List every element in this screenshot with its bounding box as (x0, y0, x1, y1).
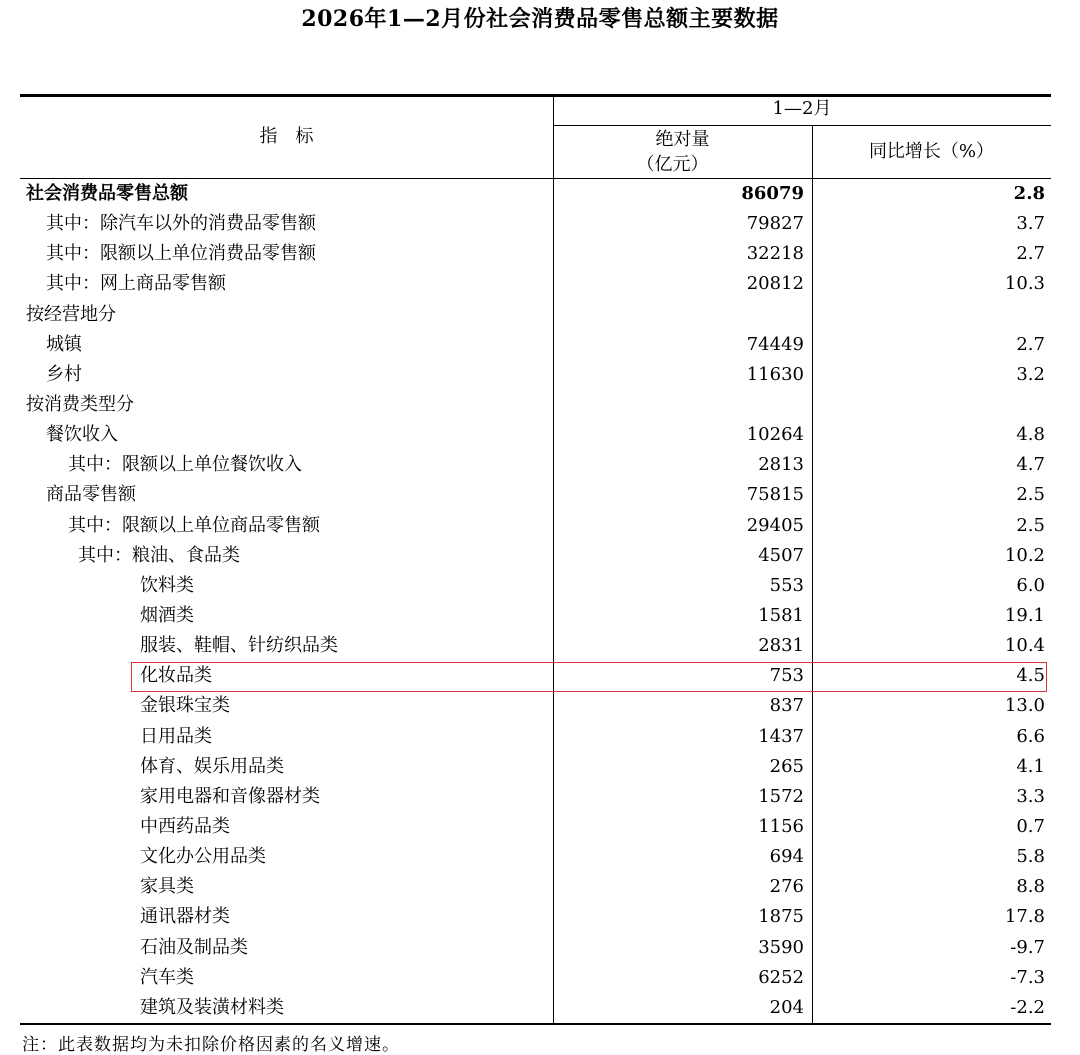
row-growth-value: 8.8 (1016, 876, 1045, 898)
table-row (20, 963, 1051, 993)
table-row (20, 330, 1051, 360)
table-row (20, 933, 1051, 963)
row-absolute-value: 10264 (746, 424, 804, 446)
row-growth-value: 2.5 (1016, 514, 1045, 536)
header-indicator: 指 标 (259, 126, 314, 147)
row-label: 文化办公用品类 (140, 846, 266, 868)
table-row (20, 450, 1051, 480)
row-absolute-value: 694 (769, 846, 804, 868)
row-absolute-value: 11630 (746, 363, 804, 385)
row-label: 烟酒类 (140, 604, 194, 626)
table-row (20, 390, 1051, 420)
table-row (20, 571, 1051, 601)
table-row (20, 360, 1051, 390)
page-title: 2026年1—2月份社会消费品零售总额主要数据 (301, 6, 779, 32)
row-growth-value: 10.2 (1004, 544, 1045, 566)
row-absolute-value: 6252 (758, 966, 804, 988)
header-period-rule (553, 125, 1051, 126)
row-growth-value: 17.8 (1004, 906, 1045, 928)
row-absolute-value: 86079 (741, 183, 804, 204)
table-row (20, 269, 1051, 299)
table-row (20, 511, 1051, 541)
row-absolute-value: 1572 (758, 785, 804, 807)
row-label: 其中：除汽车以外的消费品零售额 (46, 213, 316, 235)
table-row (20, 420, 1051, 450)
row-growth-value: 6.0 (1016, 574, 1045, 596)
row-growth-value: 4.1 (1016, 755, 1045, 777)
row-absolute-value: 75815 (746, 484, 804, 506)
row-absolute-value: 1437 (758, 725, 804, 747)
table-row (20, 752, 1051, 782)
row-growth-value: 10.3 (1004, 273, 1045, 295)
row-label: 体育、娱乐用品类 (140, 755, 284, 777)
row-label: 乡村 (46, 363, 82, 385)
row-growth-value: 2.5 (1016, 484, 1045, 506)
header-growth: 同比增长（%） (868, 141, 995, 162)
row-growth-value: 4.7 (1016, 454, 1045, 476)
row-absolute-value: 1156 (758, 815, 804, 837)
row-absolute-value: 4507 (758, 544, 804, 566)
row-label: 石油及制品类 (140, 936, 248, 958)
row-label: 其中：限额以上单位商品零售额 (68, 514, 320, 536)
header-absolute-line1: 绝对量 (655, 129, 710, 150)
row-absolute-value: 1581 (758, 604, 804, 626)
table-row (20, 722, 1051, 752)
row-label: 化妆品类 (140, 665, 212, 687)
row-growth-value: 2.7 (1016, 243, 1045, 265)
row-label: 餐饮收入 (46, 424, 118, 446)
table-row (20, 179, 1051, 209)
table-row (20, 239, 1051, 269)
row-growth-value: -7.3 (1010, 966, 1045, 988)
row-growth-value: 3.2 (1016, 363, 1045, 385)
row-label: 日用品类 (140, 725, 212, 747)
row-absolute-value: 32218 (746, 243, 804, 265)
row-growth-value: 4.8 (1016, 424, 1045, 446)
table-row (20, 300, 1051, 330)
row-label: 其中：限额以上单位消费品零售额 (46, 243, 316, 265)
table-body (20, 179, 1051, 1023)
row-label: 按经营地分 (26, 303, 116, 325)
row-growth-value: 3.7 (1016, 213, 1045, 235)
table-row (20, 782, 1051, 812)
row-absolute-value: 2831 (758, 635, 804, 657)
row-growth-value: 13.0 (1004, 695, 1045, 717)
row-absolute-value: 3590 (758, 936, 804, 958)
row-absolute-value: 553 (769, 574, 804, 596)
row-growth-value: 3.3 (1016, 785, 1045, 807)
row-label: 建筑及装潢材料类 (140, 996, 284, 1018)
table-row (20, 541, 1051, 571)
row-absolute-value: 204 (769, 996, 804, 1018)
table-row (20, 691, 1051, 721)
table-row (20, 993, 1051, 1023)
row-absolute-value: 265 (769, 755, 804, 777)
table-note: 注：此表数据均为未扣除价格因素的名义增速。 (22, 1035, 400, 1055)
row-label: 饮料类 (140, 574, 194, 596)
row-absolute-value: 276 (769, 876, 804, 898)
table-row (20, 902, 1051, 932)
row-absolute-value: 20812 (746, 273, 804, 295)
table-row (20, 812, 1051, 842)
row-absolute-value: 29405 (746, 514, 804, 536)
table-row (20, 872, 1051, 902)
row-growth-value: 0.7 (1016, 815, 1045, 837)
header-absolute-line2: （亿元） (636, 154, 709, 175)
table-row (20, 209, 1051, 239)
row-growth-value: 10.4 (1004, 635, 1045, 657)
row-label: 社会消费品零售总额 (26, 183, 188, 204)
row-growth-value: -2.2 (1010, 996, 1045, 1018)
row-label: 服装、鞋帽、针纺织品类 (140, 635, 338, 657)
row-absolute-value: 74449 (746, 333, 804, 355)
table-row (20, 631, 1051, 661)
row-growth-value: 2.7 (1016, 333, 1045, 355)
row-growth-value: 4.5 (1016, 665, 1045, 687)
row-growth-value: 5.8 (1016, 846, 1045, 868)
table-row (20, 480, 1051, 510)
row-label: 中西药品类 (140, 815, 230, 837)
row-label: 家具类 (140, 876, 194, 898)
row-growth-value: 6.6 (1016, 725, 1045, 747)
header-period: 1—2月 (772, 98, 832, 119)
row-growth-value: -9.7 (1010, 936, 1045, 958)
row-absolute-value: 1875 (758, 906, 804, 928)
row-label: 其中：粮油、食品类 (78, 544, 240, 566)
row-absolute-value: 79827 (746, 213, 804, 235)
row-growth-value: 2.8 (1013, 183, 1045, 204)
row-label: 商品零售额 (46, 484, 136, 506)
row-absolute-value: 753 (769, 665, 804, 687)
row-label: 金银珠宝类 (140, 695, 230, 717)
row-label: 家用电器和音像器材类 (140, 785, 320, 807)
row-label: 其中：限额以上单位餐饮收入 (68, 454, 302, 476)
row-label: 按消费类型分 (26, 393, 134, 415)
row-label: 汽车类 (140, 966, 194, 988)
row-label: 城镇 (46, 333, 82, 355)
table-bottom-rule (20, 1023, 1051, 1025)
row-label: 通讯器材类 (140, 906, 230, 928)
row-label: 其中：网上商品零售额 (46, 273, 226, 295)
row-absolute-value: 837 (769, 695, 804, 717)
table-row (20, 842, 1051, 872)
row-absolute-value: 2813 (758, 454, 804, 476)
row-growth-value: 19.1 (1004, 604, 1045, 626)
highlight-box (131, 662, 1047, 691)
table-row (20, 601, 1051, 631)
